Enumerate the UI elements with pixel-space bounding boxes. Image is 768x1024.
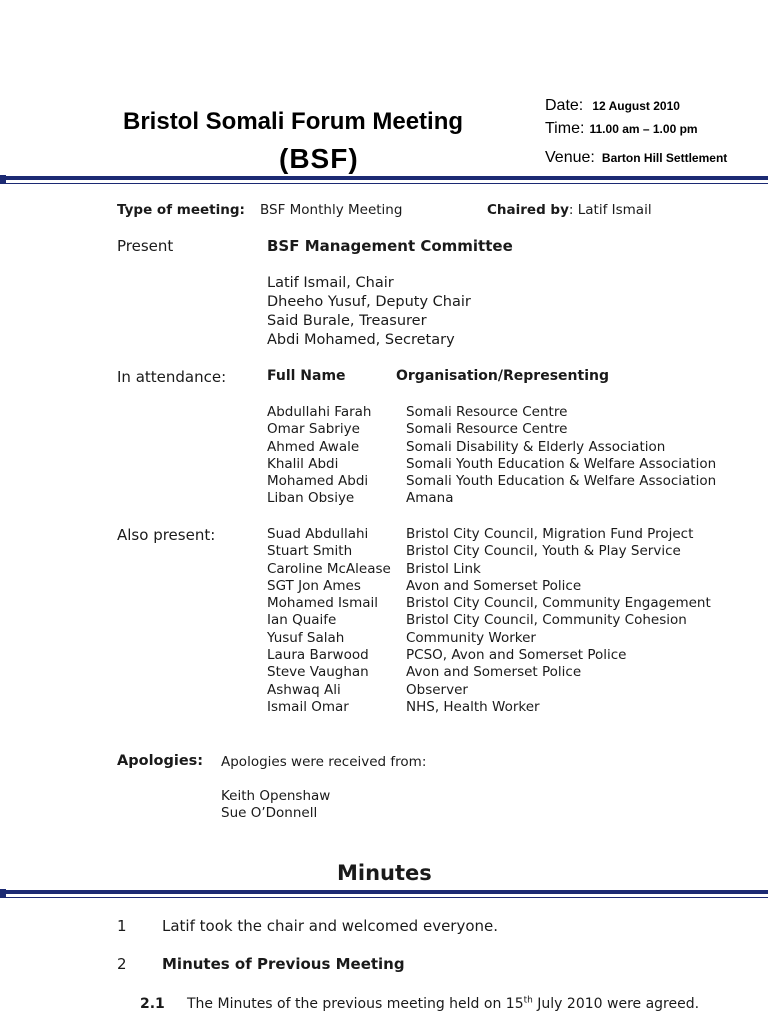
attendance-names — [267, 404, 371, 508]
time-label: Time: — [545, 120, 585, 137]
minutes-heading: Minutes — [337, 861, 432, 885]
apologies-intro: Apologies were received from: — [221, 754, 427, 770]
present-label: Present — [117, 237, 174, 255]
venue-field — [545, 147, 727, 167]
guest-name: SGT Jon Ames — [267, 577, 361, 594]
attendance-orgs — [406, 404, 716, 508]
chaired-value: : Latif Ismail — [568, 202, 652, 218]
also-present-label: Also present: — [117, 526, 216, 544]
attendee-org: Somali Resource Centre — [406, 404, 568, 420]
chaired-label: Chaired by — [487, 202, 569, 218]
attendee-org: Somali Youth Education & Welfare Association — [406, 473, 717, 490]
list-item: Abdi Mohamed, Secretary — [267, 332, 455, 348]
apology-name: Keith Openshaw — [221, 788, 331, 804]
attendee-org: Somali Resource Centre — [406, 421, 568, 438]
management-list — [267, 274, 471, 350]
attendee-name: Mohamed Abdi — [267, 473, 369, 490]
attendee-name: Khalil Abdi — [267, 455, 339, 472]
attendee-org: Amana — [406, 490, 454, 507]
list-item: Dheeho Yusuf, Deputy Chair — [267, 294, 471, 310]
col-organisation: Organisation/Representing — [396, 368, 609, 384]
list-item: Said Burale, Treasurer — [267, 313, 427, 329]
guest-org: Observer — [406, 681, 468, 698]
attendee-name: Omar Sabriye — [267, 421, 360, 438]
apologies-label: Apologies: — [117, 753, 204, 769]
header-divider — [0, 174, 768, 186]
col-full-name: Full Name — [267, 368, 346, 384]
venue-value: Barton Hill Settlement — [601, 151, 728, 165]
attendee-org: Somali Youth Education & Welfare Association — [406, 455, 717, 472]
minute-text: The Minutes of the previous meeting held on 15 — [187, 996, 524, 1012]
guest-name: Ian Quaife — [267, 612, 337, 629]
guest-org: Avon and Somerset Police — [406, 577, 582, 594]
guest-org: Avon and Somerset Police — [406, 664, 582, 681]
date-field — [545, 95, 680, 115]
date-label: Date: — [545, 97, 584, 114]
guest-org: Community Worker — [406, 629, 536, 646]
attendee-name: Liban Obsiye — [267, 490, 355, 507]
guest-name: Ashwaq Ali — [267, 681, 341, 698]
apology-name: Sue O’Donnell — [221, 805, 318, 822]
guest-org: Bristol City Council, Community Engagement — [406, 595, 711, 612]
apologies-names — [221, 788, 330, 823]
minute-item-2-1-number: 2.1 — [140, 996, 165, 1012]
minutes-divider — [0, 888, 768, 900]
attendee-name: Ahmed Awale — [267, 438, 360, 455]
guest-name: Mohamed Ismail — [267, 595, 378, 612]
guest-name: Stuart Smith — [267, 543, 353, 560]
present-group: BSF Management Committee — [267, 237, 513, 255]
minute-item-1-text: Latif took the chair and welcomed everyone. — [162, 917, 499, 935]
guest-name: Laura Barwood — [267, 647, 369, 664]
attendance-label: In attendance: — [117, 368, 227, 386]
attendee-name: Abdullahi Farah — [267, 404, 372, 420]
date-value: 12 August 2010 — [592, 99, 680, 113]
venue-label: Venue: — [545, 149, 595, 166]
guest-org: Bristol City Council, Youth & Play Service — [406, 543, 681, 560]
minute-item-1-number: 1 — [117, 917, 127, 935]
meeting-type-value: BSF Monthly Meeting — [260, 202, 403, 218]
chaired-by — [487, 202, 652, 218]
minute-item-2-1-text — [187, 996, 699, 1012]
list-item: Latif Ismail, Chair — [267, 275, 394, 291]
time-field — [545, 118, 698, 138]
minute-item-2-text: Minutes of Previous Meeting — [162, 955, 405, 973]
guest-org: Bristol City Council, Community Cohesion — [406, 612, 687, 629]
guest-name: Yusuf Salah — [267, 629, 345, 646]
ordinal-suffix: th — [523, 995, 533, 1006]
minute-item-2-number: 2 — [117, 955, 127, 973]
time-value: 11.00 am – 1.00 pm — [589, 122, 698, 136]
page-subtitle: (BSF) — [279, 143, 359, 174]
minute-text-end: July 2010 were agreed. — [532, 996, 700, 1012]
guest-org: PCSO, Avon and Somerset Police — [406, 647, 627, 664]
guest-name: Caroline McAlease — [267, 560, 391, 577]
guest-name: Steve Vaughan — [267, 664, 369, 681]
page-title: Bristol Somali Forum Meeting — [123, 108, 464, 135]
guest-org: NHS, Health Worker — [406, 698, 540, 715]
also-present-orgs — [406, 526, 711, 716]
guest-name: Suad Abdullahi — [267, 526, 369, 542]
guest-org: Bristol Link — [406, 560, 481, 577]
guest-name: Ismail Omar — [267, 698, 349, 715]
attendee-org: Somali Disability & Elderly Association — [406, 438, 666, 455]
also-present-names — [267, 526, 391, 716]
meeting-type-label: Type of meeting: — [117, 202, 245, 218]
guest-org: Bristol City Council, Migration Fund Project — [406, 526, 694, 542]
